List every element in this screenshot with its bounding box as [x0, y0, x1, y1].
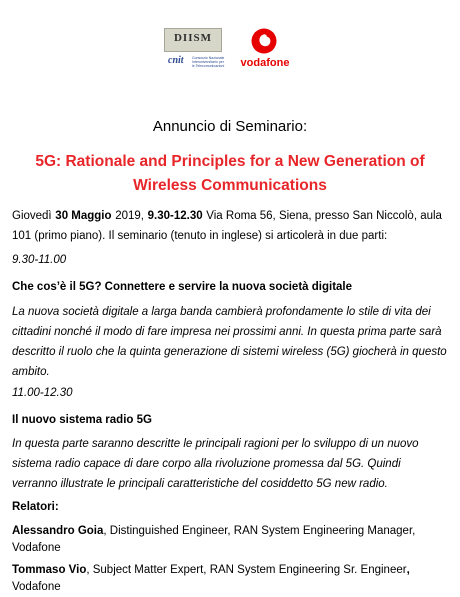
speaker-1 [12, 523, 442, 557]
logos-header [0, 0, 460, 90]
intro-year: 2019, [115, 210, 144, 222]
part1-line-1: La nuova società digitale a larga banda cambierà profondamente lo stile di vita dei [12, 306, 431, 318]
part1-line-2: cittadini nonché il modo di fare impresa nei prossimi anni. In questa prima parte sarà [12, 326, 442, 338]
part1-description [12, 302, 447, 382]
intro-line-2: 101 (primo piano). Il seminario (tenuto in inglese) si articolerà in due parti: [12, 230, 388, 242]
vodafone-wordmark: vodafone [240, 57, 290, 69]
speaker-2-company: Vodafone [12, 581, 61, 593]
speaker-2-name: Tommaso Vio [12, 564, 87, 576]
diism-logo-text: DIISM [173, 32, 212, 44]
cnit-logo-text: cnit [168, 55, 184, 66]
intro-place: Via Roma 56, Siena, presso San Niccolò, aula [206, 210, 442, 222]
diism-cnit-logo [158, 28, 226, 72]
part2-description [12, 434, 442, 494]
part1-time: 9.30-11.00 [12, 254, 67, 266]
part1-line-3: descritto il ruolo che la quinta generazione di sistemi wireless (5G) giocherà in questo [12, 346, 447, 358]
cnit-logo [168, 55, 228, 69]
intro-date: 30 Maggio [55, 210, 112, 222]
diism-logo [164, 28, 222, 52]
intro-time: 9.30-12.30 [147, 210, 203, 222]
speaker-2-role: , Subject Matter Expert, RAN System Engineering Sr. Engineer [86, 564, 407, 576]
speaker-2-comma: , [406, 564, 410, 576]
part2-heading: Il nuovo sistema radio 5G [12, 414, 152, 426]
announcement-heading: Annuncio di Seminario: [152, 118, 308, 135]
speakers-heading: Relatori: [12, 501, 59, 513]
speaker-2-line [12, 562, 442, 579]
part2-time: 11.00-12.30 [12, 387, 73, 399]
part2-line-1: In questa parte saranno descritte le principali ragioni per lo sviluppo di un nuovo [12, 438, 419, 450]
part1-line-4: ambito. [12, 366, 50, 378]
speaker-2 [12, 562, 442, 596]
speaker-1-name: Alessandro Goia [12, 525, 104, 537]
vodafone-logo [235, 28, 295, 78]
vodafone-speechmark-icon [251, 28, 277, 54]
intro-day: Giovedì [12, 210, 52, 222]
part2-line-3: verranno illustrate le principali caratteristiche del cosiddetto 5G new radio. [12, 478, 388, 490]
part2-line-2: sistema radio capace di dare corpo alla rivoluzione promessa dal 5G. Quindi [12, 458, 401, 470]
seminar-title [20, 150, 440, 198]
seminar-title-line-2: Wireless Communications [133, 177, 327, 194]
seminar-title-line-1: 5G: Rationale and Principles for a New Generation of [35, 153, 425, 170]
speaker-1-line [12, 523, 442, 540]
part1-heading: Che cos’è il 5G? Connettere e servire la nuova società digitale [12, 281, 353, 293]
intro-line-1 [12, 206, 442, 226]
speaker-1-company: Vodafone [12, 542, 61, 554]
intro-paragraph [12, 206, 442, 246]
cnit-logo-subtitle: Consorzio Nazionale Interuniversitario per le Telecomunicazioni [192, 56, 225, 68]
speaker-1-role: , Distinguished Engineer, RAN System Engineering Manager, [103, 525, 416, 537]
